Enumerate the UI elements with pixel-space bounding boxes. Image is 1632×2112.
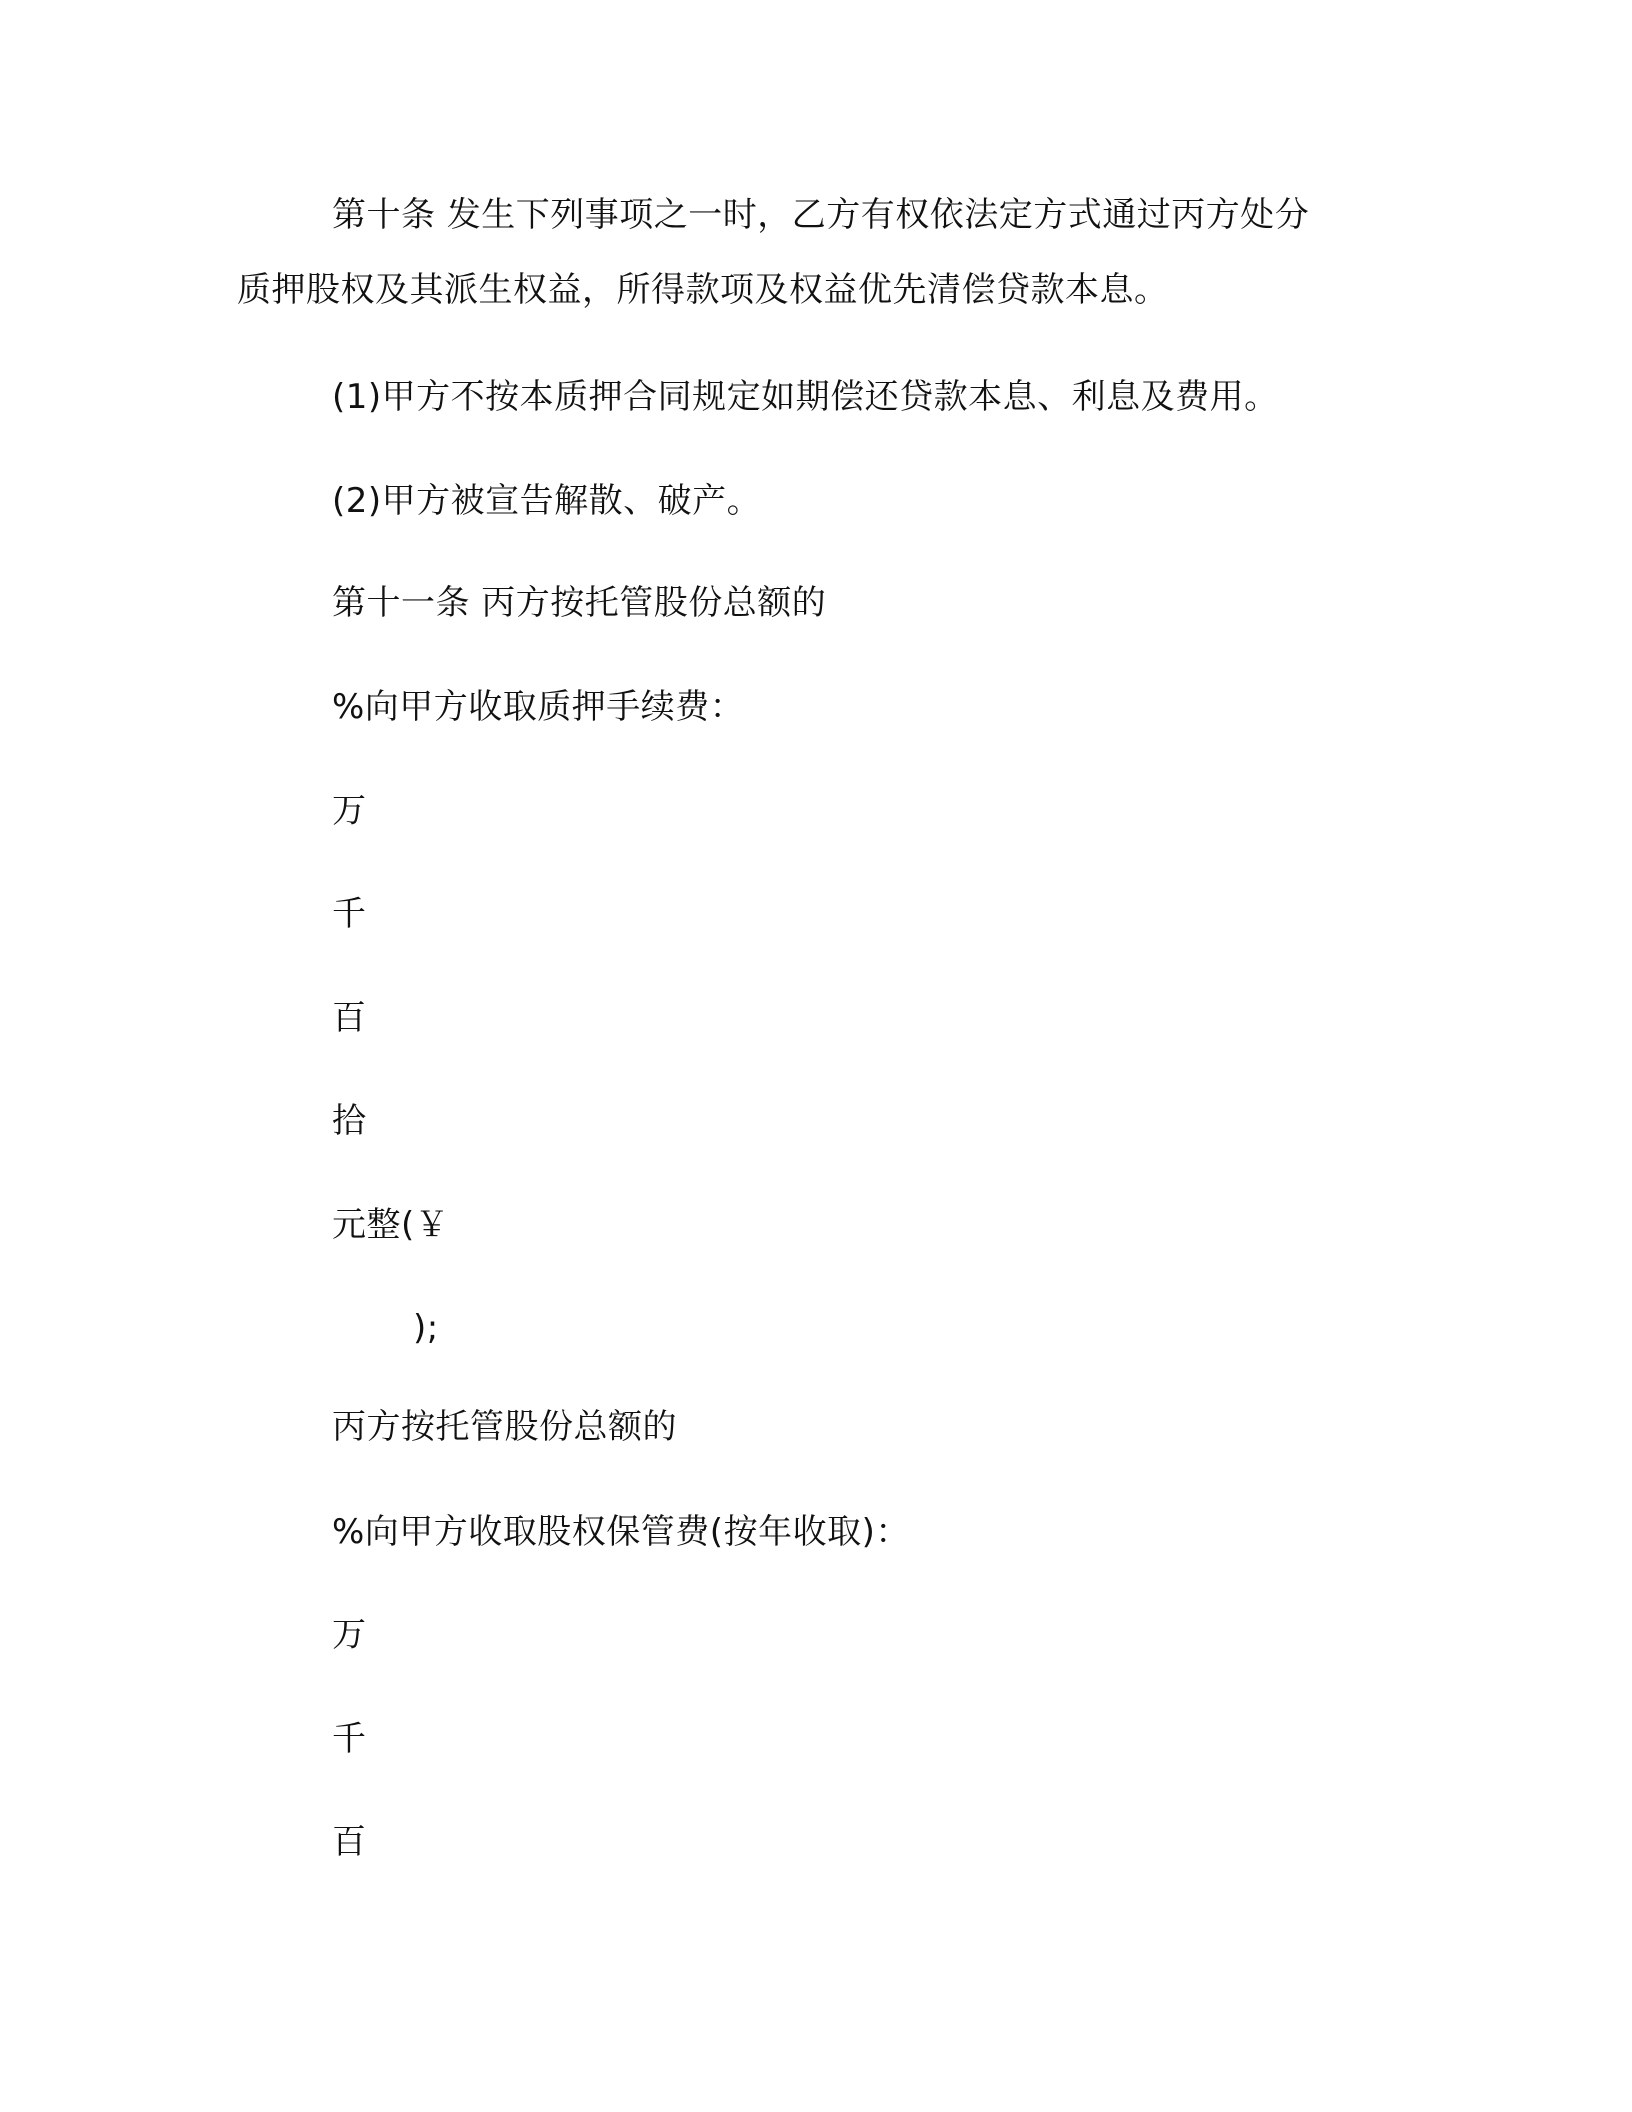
pledge-amount-qian: 千 — [332, 894, 367, 934]
pledge-amount-wan: 万 — [332, 791, 367, 831]
pledge-amount-bai: 百 — [332, 998, 367, 1038]
pledge-fee-text: %向甲方收取质押手续费： — [332, 687, 745, 727]
pledge-amount-yuan: 元整(￥ — [332, 1205, 450, 1245]
article-10-line-1: 第十条 发生下列事项之一时，乙方有权依法定方式通过丙方处分 — [332, 195, 1310, 235]
pledge-amount-shi: 拾 — [332, 1101, 367, 1141]
item-2: (2)甲方被宣告解散、破产。 — [332, 481, 762, 521]
article-10-line-2: 质押股权及其派生权益，所得款项及权益优先清偿贷款本息。 — [237, 270, 1169, 310]
article-11-heading: 第十一条 丙方按托管股份总额的 — [332, 583, 827, 623]
custody-fee-text: %向甲方收取股权保管费(按年收取)： — [332, 1512, 910, 1552]
custody-amount-wan: 万 — [332, 1615, 367, 1655]
custody-amount-bai: 百 — [332, 1822, 367, 1862]
custody-intro: 丙方按托管股份总额的 — [332, 1407, 677, 1447]
item-1: (1)甲方不按本质押合同规定如期偿还贷款本息、利息及费用。 — [332, 377, 1279, 417]
pledge-amount-close: ); — [413, 1308, 439, 1348]
custody-amount-qian: 千 — [332, 1719, 367, 1759]
